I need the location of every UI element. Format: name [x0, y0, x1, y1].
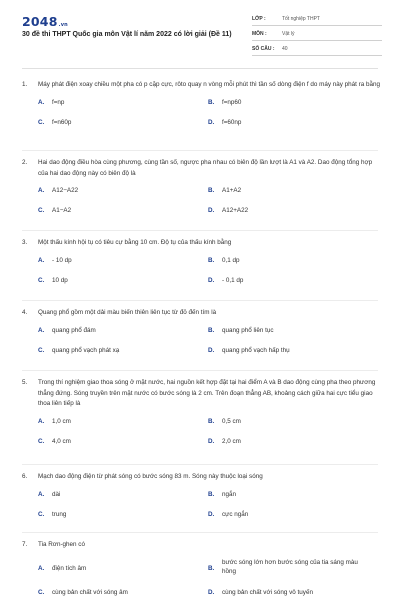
option-letter: D.	[208, 510, 215, 518]
meta-value: 40	[282, 46, 288, 52]
document-meta	[252, 12, 382, 57]
option-text: quang phổ vạch phát xạ	[52, 346, 120, 354]
option-text: dài	[52, 490, 61, 498]
option-a[interactable]	[38, 417, 198, 426]
meta-key: LỚP :	[252, 16, 266, 22]
option-text: f=60np	[222, 118, 242, 126]
option-text: 10 dp	[52, 276, 68, 284]
option-c[interactable]	[38, 346, 198, 355]
question-stem	[22, 540, 382, 551]
option-d[interactable]	[208, 437, 368, 446]
question-stem	[22, 308, 382, 319]
question-stem	[22, 472, 382, 483]
question-number: 4.	[22, 309, 28, 316]
site-logo[interactable]	[22, 14, 68, 29]
option-text: quang phổ đám	[52, 326, 96, 334]
option-a[interactable]	[38, 564, 198, 573]
meta-key: SỐ CÂU :	[252, 46, 275, 52]
option-d[interactable]	[208, 118, 368, 127]
document-header	[0, 0, 400, 64]
option-text: 1,0 cm	[52, 417, 71, 425]
option-letter: A.	[38, 256, 45, 264]
option-list	[22, 186, 382, 226]
option-b[interactable]	[208, 186, 368, 195]
option-a[interactable]	[38, 98, 198, 107]
option-letter: B.	[208, 490, 215, 498]
option-a[interactable]	[38, 256, 198, 265]
option-d[interactable]	[208, 588, 368, 597]
option-letter: D.	[208, 118, 215, 126]
option-d[interactable]	[208, 510, 368, 519]
option-d[interactable]	[208, 276, 368, 285]
option-letter: B.	[208, 417, 215, 425]
question-text: Tia Rơn-ghen có	[38, 541, 85, 548]
question-text: Mạch dao động điện từ phát sóng có bước sóng 83 m. Sóng này thuộc loại sóng	[38, 473, 263, 480]
meta-row-subject	[252, 27, 382, 41]
option-text: bước sóng lớn hơn bước sóng của tia sáng màu hồng	[222, 558, 358, 575]
question-separator	[22, 532, 378, 533]
meta-key: MÔN :	[252, 31, 267, 37]
question-text: Máy phát điện xoay chiều một pha có p cặp cực, rôto quay n vòng mỗi phút thì tần số dòng điện f do máy này phát ra bằng	[38, 81, 381, 88]
option-list	[22, 256, 382, 296]
question-stem	[22, 158, 382, 179]
option-text: f=np	[52, 98, 65, 106]
option-letter: B.	[208, 187, 215, 194]
question-5	[22, 378, 382, 457]
option-text: cùng bản chất với sóng vô tuyến	[222, 588, 313, 596]
option-letter: D.	[208, 588, 215, 596]
option-text: điện tích âm	[52, 564, 87, 572]
question-separator	[22, 464, 378, 465]
option-text: 2,0 cm	[222, 437, 241, 445]
question-7	[22, 540, 382, 598]
question-number: 3.	[22, 239, 28, 246]
option-letter: A.	[38, 98, 45, 106]
question-stem	[22, 378, 382, 410]
option-letter: C.	[38, 510, 45, 518]
option-b[interactable]	[208, 417, 368, 426]
option-letter: C.	[38, 118, 45, 126]
option-text: f=n60p	[52, 118, 72, 126]
option-a[interactable]	[38, 326, 198, 335]
question-text: Trong thí nghiệm giao thoa sóng ở mặt nước, hai nguồn kết hợp đặt tại hai điểm A và B dao động cùng pha theo phương thẳng đứng. Sóng truyền trên mặt nước có bước sóng là 2 cm. Trên đoạn thẳng AB, khoảng cách giữa hai cực tiểu giao thoa liên tiếp là	[38, 379, 376, 407]
question-number: 5.	[22, 379, 28, 386]
option-text: 0,5 cm	[222, 417, 241, 425]
option-c[interactable]	[38, 510, 198, 519]
meta-row-count	[252, 42, 382, 56]
logo-main: 2048	[22, 14, 58, 29]
question-text: Một thấu kính hội tụ có tiêu cự bằng 10 cm. Độ tụ của thấu kính bằng	[38, 239, 232, 246]
question-2	[22, 158, 382, 226]
meta-value: Vật lý	[282, 31, 295, 37]
option-list	[22, 417, 382, 457]
meta-row-class	[252, 12, 382, 26]
option-list	[22, 558, 382, 598]
option-text: quang phổ liên tục	[222, 326, 274, 334]
question-stem	[22, 80, 382, 91]
option-text: A1−A2	[52, 207, 72, 214]
meta-value: Tốt nghiệp THPT	[282, 16, 320, 22]
option-b[interactable]	[208, 256, 368, 265]
option-list	[22, 490, 382, 530]
option-text: ngắn	[222, 490, 237, 498]
question-separator	[22, 230, 378, 231]
option-letter: A.	[38, 417, 45, 425]
option-b[interactable]	[208, 490, 368, 499]
question-number: 1.	[22, 81, 28, 88]
question-1	[22, 80, 382, 138]
option-text: trung	[52, 510, 67, 518]
option-c[interactable]	[38, 206, 198, 215]
option-text: cùng bản chất với sóng âm	[52, 588, 128, 596]
option-c[interactable]	[38, 276, 198, 285]
question-number: 6.	[22, 473, 28, 480]
option-a[interactable]	[38, 490, 198, 499]
question-3	[22, 238, 382, 296]
question-6	[22, 472, 382, 530]
option-letter: B.	[208, 256, 215, 264]
logo-sub: .vn	[58, 22, 68, 28]
option-text: - 0,1 dp	[222, 276, 244, 284]
question-text: Hai dao động điều hòa cùng phương, cùng tần số, ngược pha nhau có biên độ lần lượt là A1 và A2. Dao động tổng hợp của hai dao động này có biên độ là	[38, 159, 373, 177]
option-text: quang phổ vạch hấp thụ	[222, 346, 290, 354]
option-c[interactable]	[38, 118, 198, 127]
option-text: cực ngắn	[222, 510, 249, 518]
option-letter: B.	[208, 326, 215, 334]
option-text: A12+A22	[222, 207, 249, 214]
option-text: f=np60	[222, 98, 242, 106]
document-title: 30 đề thi THPT Quốc gia môn Vật lí năm 2022 có lời giải (Đề 11)	[22, 31, 232, 38]
option-c[interactable]	[38, 437, 198, 446]
option-letter: D.	[208, 207, 215, 214]
option-letter: A.	[38, 564, 45, 572]
header-divider	[22, 68, 378, 69]
option-text: - 10 dp	[52, 256, 72, 264]
question-separator	[22, 300, 378, 301]
option-letter: B.	[208, 98, 215, 106]
option-letter: C.	[38, 207, 45, 214]
question-separator	[22, 150, 378, 151]
question-number: 2.	[22, 159, 28, 166]
option-letter: D.	[208, 276, 215, 284]
option-text: A12−A22	[52, 187, 79, 194]
option-b[interactable]	[208, 558, 368, 576]
option-letter: B.	[208, 564, 215, 572]
option-c[interactable]	[38, 588, 198, 597]
option-letter: A.	[38, 326, 45, 334]
option-text: 4,0 cm	[52, 437, 71, 445]
option-letter: D.	[208, 437, 215, 445]
question-separator	[22, 370, 378, 371]
question-number: 7.	[22, 541, 28, 548]
option-letter: D.	[208, 346, 215, 354]
option-d[interactable]	[208, 346, 368, 355]
option-text: A1+A2	[222, 187, 242, 194]
question-stem	[22, 238, 382, 249]
question-4	[22, 308, 382, 366]
option-letter: A.	[38, 187, 45, 194]
option-list	[22, 98, 382, 138]
question-text: Quang phổ gồm một dải màu biến thiên liên tục từ đỏ đến tím là	[38, 309, 217, 316]
option-b[interactable]	[208, 326, 368, 335]
option-letter: C.	[38, 276, 45, 284]
option-text: 0,1 dp	[222, 256, 240, 264]
option-letter: C.	[38, 346, 45, 354]
option-d[interactable]	[208, 206, 368, 215]
option-a[interactable]	[38, 186, 198, 195]
option-letter: A.	[38, 490, 45, 498]
option-list	[22, 326, 382, 366]
option-letter: C.	[38, 588, 45, 596]
option-b[interactable]	[208, 98, 368, 107]
option-letter: C.	[38, 437, 45, 445]
